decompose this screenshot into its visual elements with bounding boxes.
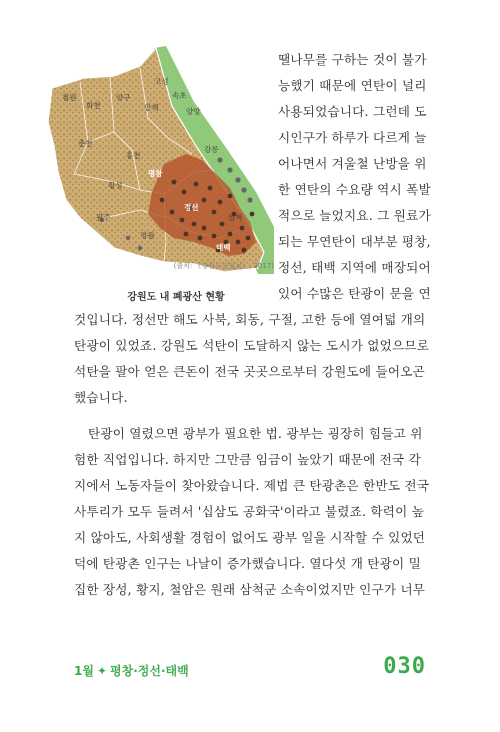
section-label: 평창·정선·태백	[110, 664, 189, 678]
map-label-goseong: 고성	[154, 77, 169, 86]
text-line: 사투리가 모두 들려서 '십삼도 공화국'이라고 불렸죠. 학력이 높	[74, 504, 425, 519]
text-line: 시인구가 하루가 다르게 늘	[278, 130, 427, 145]
text-line: 능했기 때문에 연탄이 널리	[278, 78, 427, 93]
map-label-pyeongchang: 평창	[148, 169, 163, 178]
map-label-yanggu: 양구	[116, 93, 131, 102]
text-line: 한 연탄의 수요량 역시 폭발	[278, 182, 431, 197]
map-label-jeongseon: 정선	[184, 203, 199, 212]
text-line: 지에서 노동자들이 찾아왔습니다. 제법 큰 탄광촌은 한반도 전국	[74, 478, 430, 493]
text-line: 정선, 태백 지역에 매장되어	[278, 260, 431, 275]
text-line: 땔나무를 구하는 것이 불가	[278, 52, 427, 67]
mine-map-figure	[44, 42, 276, 274]
text-line: 덕에 탄광촌 인구는 나날이 증가했습니다. 열다섯 개 탄광이 밀	[74, 556, 421, 571]
text-line: 집한 장성, 황지, 철암은 원래 삼척군 소속이었지만 인구가 너무	[74, 582, 426, 597]
map-label-hongcheon: 홍천	[126, 151, 141, 160]
map-label-yangyang: 양양	[186, 107, 201, 116]
text-line: 적으로 늘었지요. 그 원료가	[278, 208, 431, 223]
map-label-chuncheon: 춘천	[78, 139, 93, 148]
map-source: (출처: 《강원도민일보》, 2017)	[173, 262, 274, 270]
map-label-samcheok: 삼척	[228, 213, 243, 222]
text-line: 어나면서 겨울철 난방을 위	[278, 156, 427, 171]
text-line: 있어 수많은 탄광이 문을 연	[278, 286, 431, 301]
map-label-inje: 인제	[144, 103, 159, 112]
map-label-sokcho: 속초	[172, 91, 187, 100]
map-label-cheorwon: 철원	[62, 93, 77, 102]
page-number: 030	[383, 654, 426, 679]
text-line: 사용되었습니다. 그런데 도	[278, 104, 427, 119]
text-line: 지 않아도, 사회생활 경험이 없어도 광부 일을 시작할 수 있었던	[74, 530, 426, 545]
map-label-wonju: 원주	[96, 213, 111, 222]
running-footer	[74, 662, 189, 679]
map-caption: 강원도 내 폐광산 현황	[127, 292, 225, 303]
chapter-label: 1월	[74, 664, 94, 678]
map-label-yeongwol: 영월	[140, 231, 155, 240]
gangwon-map	[44, 42, 276, 274]
text-line: 험한 직업입니다. 하지만 그만큼 임금이 높았기 때문에 전국 각	[74, 452, 421, 467]
text-line: 석탄을 팔아 얻은 큰돈이 전국 곳곳으로부터 강원도에 들어오곤	[74, 364, 425, 379]
text-line: 것입니다. 정선만 해도 사북, 회동, 구절, 고한 등에 열여덟 개의	[74, 312, 426, 327]
text-line: 탄광이 있었죠. 강원도 석탄이 도달하지 않는 도시가 없었으므로	[74, 338, 430, 353]
diamond-icon: ✦	[96, 664, 108, 678]
text-line: 되는 무연탄이 대부분 평창,	[278, 234, 431, 249]
map-label-hwacheon: 화천	[86, 101, 101, 110]
text-line: 했습니다.	[74, 390, 128, 405]
map-label-gangneung: 강릉	[204, 145, 219, 154]
text-line: 탄광이 열렸으면 광부가 필요한 법. 광부는 굉장히 힘들고 위	[88, 426, 423, 441]
map-label-hoengseong: 횡성	[108, 181, 123, 190]
map-label-taebaek: 태백	[216, 243, 231, 252]
